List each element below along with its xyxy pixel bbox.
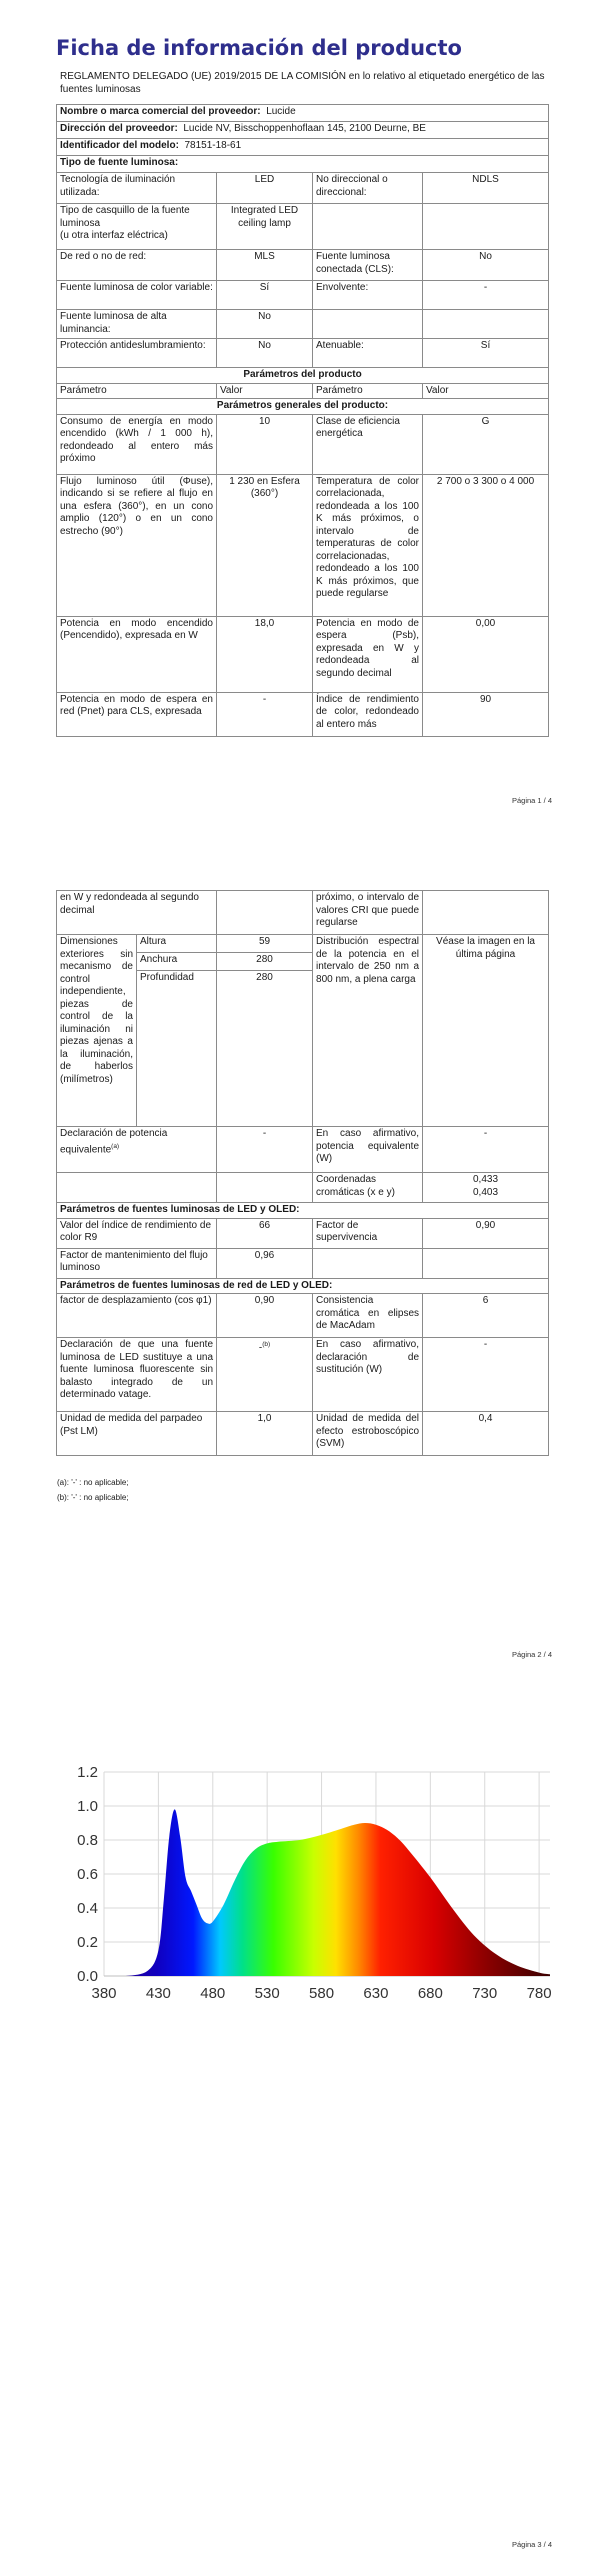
row-value: 10 <box>217 414 313 474</box>
row-label: Potencia en modo encendido (Pencendido), expresada en W <box>57 616 217 692</box>
dimensions-label: Dimensiones exteriores sin mecanismo de control independiente, piezas de control de la iluminación ni piezas ajenas a la iluminación, de haberlos (milímetros) <box>57 935 137 1127</box>
y-tick-label: 0.2 <box>77 1934 98 1951</box>
supplier-row <box>57 105 549 122</box>
x-tick-label: 580 <box>309 1985 335 2002</box>
column-header: Parámetro <box>313 383 423 399</box>
footnote-b: (b): '-' : no aplicable; <box>57 1493 129 1502</box>
table-row <box>57 1218 549 1248</box>
led-params-header: Parámetros de fuentes luminosas de LED y OLED: <box>57 1203 549 1219</box>
row-label: Coordenadas cromáticas (x e y) <box>313 1173 423 1203</box>
y-tick-label: 1.2 <box>77 1764 98 1781</box>
row-label: Temperatura de color correlacionada, redondeada a los 100 K más próximos, o intervalo de temperaturas de color correlacionadas, redondeado a los 100 K más próximos, que puede regularse <box>313 474 423 616</box>
y-tick-label: 0.0 <box>77 1968 98 1985</box>
y-tick-label: 0.6 <box>77 1866 98 1883</box>
row-label: Factor de supervivencia <box>313 1218 423 1248</box>
x-tick-label: 730 <box>472 1985 498 2002</box>
equiv-label: Declaración de potencia equivalente <box>60 1128 168 1155</box>
table-row <box>57 1127 549 1173</box>
page-1 <box>0 0 604 820</box>
source-type-header: Tipo de fuente luminosa: <box>57 156 549 173</box>
fluor-footnote-mark: (b) <box>262 1341 271 1348</box>
row-label: Clase de eficiencia energética <box>313 414 423 474</box>
table-row <box>57 281 549 310</box>
row-label: próximo, o intervalo de valores CRI que puede regularse <box>313 891 423 935</box>
row-value: 1 230 en Esfera (360°) <box>217 474 313 616</box>
dimension-value: 280 <box>217 971 313 1127</box>
row-label: Flujo luminoso útil (Φuse), indicando si se refiere al flujo en una esfera (360°), en un cono amplio (120°) o en un cono estrecho (90°) <box>57 474 217 616</box>
column-header: Parámetro <box>57 383 217 399</box>
supplier-label: Nombre o marca comercial del proveedor: <box>60 106 261 117</box>
page-number: Página 3 / 4 <box>511 2540 552 2549</box>
row-value <box>217 891 313 935</box>
spectral-value: Véase la imagen en la última página <box>423 935 549 1127</box>
row-label: Índice de rendimiento de color, redondeado al entero más <box>313 692 423 736</box>
table-row <box>57 250 549 281</box>
page-title: Ficha de información del producto <box>56 36 462 60</box>
x-tick-label: 480 <box>200 1985 226 2002</box>
x-tick-label: 780 <box>526 1985 552 2002</box>
table-row <box>57 310 549 339</box>
row-label: Declaración de que una fuente luminosa de LED sustituye a una fuente luminosa fluorescente sin balasto integrado de un determinado vatage. <box>57 1338 217 1412</box>
row-value: 0,90 <box>423 1218 549 1248</box>
row-label: Unidad de medida del parpadeo (Pst LM) <box>57 1412 217 1456</box>
row-value: Sí <box>423 339 549 368</box>
table-row <box>57 1173 549 1203</box>
row-label: No direccional o direccional: <box>313 173 423 204</box>
address-label: Dirección del proveedor: <box>60 123 178 134</box>
y-tick-label: 0.8 <box>77 1832 98 1849</box>
row-value <box>423 204 549 250</box>
row-value: 0,433 0,403 <box>423 1173 549 1203</box>
row-label: Tecnología de iluminación utilizada: <box>57 173 217 204</box>
table-row <box>57 339 549 368</box>
general-params-header: Parámetros generales del producto: <box>57 399 549 415</box>
row-value <box>423 891 549 935</box>
column-header: Valor <box>423 383 549 399</box>
row-label: Fuente luminosa conectada (CLS): <box>313 250 423 281</box>
dimension-name: Profundidad <box>137 971 217 1127</box>
table-row <box>57 414 549 474</box>
row-label: Atenuable: <box>313 339 423 368</box>
x-tick-label: 630 <box>363 1985 389 2002</box>
table-row <box>57 692 549 736</box>
page-number: Página 2 / 4 <box>511 1650 552 1659</box>
x-tick-label: 430 <box>145 1985 171 2002</box>
row-value: No <box>423 250 549 281</box>
row-label: Tipo de casquillo de la fuente luminosa (u otra interfaz eléctrica) <box>57 204 217 250</box>
table-row <box>57 204 549 250</box>
footnotes <box>57 1475 129 1505</box>
row-label: Potencia en modo de espera (Psb), expresada en W y redondeada al segundo decimal <box>313 616 423 692</box>
row-value: Integrated LED ceiling lamp <box>217 204 313 250</box>
row-value: - <box>423 1338 549 1412</box>
row-value: MLS <box>217 250 313 281</box>
row-label: Consumo de energía en modo encendido (kWh / 1 000 h), redondeado al entero más próximo <box>57 414 217 474</box>
equiv-footnote-mark: (a) <box>111 1142 120 1150</box>
row-label <box>57 1127 217 1173</box>
table-row <box>57 891 549 935</box>
spectral-label: Distribución espectral de la potencia en el intervalo de 250 nm a 800 nm, a plena carga <box>313 935 423 1127</box>
table-row <box>57 173 549 204</box>
row-label: Valor del índice de rendimiento de color R9 <box>57 1218 217 1248</box>
row-value: No <box>217 310 313 339</box>
row-value: - <box>217 692 313 736</box>
row-value: No <box>217 339 313 368</box>
row-label: En caso afirmativo, declaración de sustitución (W) <box>313 1338 423 1412</box>
row-label: Fuente luminosa de color variable: <box>57 281 217 310</box>
spectral-chart <box>50 1760 560 2020</box>
product-info-table <box>56 104 549 737</box>
x-tick-label: 530 <box>254 1985 280 2002</box>
row-value: 2 700 o 3 300 o 4 000 <box>423 474 549 616</box>
row-value: 0,00 <box>423 616 549 692</box>
x-tick-label: 680 <box>417 1985 443 2002</box>
row-label: Envolvente: <box>313 281 423 310</box>
params-header: Parámetros del producto <box>57 368 549 384</box>
table-row <box>57 1412 549 1456</box>
row-value: - <box>423 281 549 310</box>
model-value: 78151-18-61 <box>184 140 242 151</box>
dimension-name: Anchura <box>137 953 217 971</box>
row-label: Fuente luminosa de alta luminancia: <box>57 310 217 339</box>
row-label: En caso afirmativo, potencia equivalente (W) <box>313 1127 423 1173</box>
row-value: 66 <box>217 1218 313 1248</box>
row-value: 0,96 <box>217 1248 313 1278</box>
row-value: 0,4 <box>423 1412 549 1456</box>
row-value: - <box>217 1127 313 1173</box>
row-value: NDLS <box>423 173 549 204</box>
column-header-row <box>57 383 549 399</box>
row-value: 6 <box>423 1294 549 1338</box>
page-2 <box>0 890 604 1670</box>
row-value: 90 <box>423 692 549 736</box>
table-row <box>57 1294 549 1338</box>
y-tick-label: 0.4 <box>77 1900 98 1917</box>
dimension-value: 59 <box>217 935 313 953</box>
fluor-value: - <box>258 1342 263 1354</box>
row-value: Sí <box>217 281 313 310</box>
footnote-a: (a): '-' : no aplicable; <box>57 1478 129 1487</box>
row-label: Unidad de medida del efecto estroboscópico (SVM) <box>313 1412 423 1456</box>
row-value: 1,0 <box>217 1412 313 1456</box>
table-row <box>57 474 549 616</box>
row-value: 18,0 <box>217 616 313 692</box>
row-label: Protección antideslumbramiento: <box>57 339 217 368</box>
row-label <box>313 310 423 339</box>
row-value: G <box>423 414 549 474</box>
row-value: 0,90 <box>217 1294 313 1338</box>
table-row <box>57 616 549 692</box>
row-label <box>313 204 423 250</box>
table-row <box>57 935 549 953</box>
row-label: factor de desplazamiento (cos φ1) <box>57 1294 217 1338</box>
row-label: Consistencia cromática en elipses de MacAdam <box>313 1294 423 1338</box>
row-label: De red o no de red: <box>57 250 217 281</box>
supplier-value: Lucide <box>266 106 296 117</box>
table-row <box>57 1338 549 1412</box>
row-label: en W y redondeada al segundo decimal <box>57 891 217 935</box>
x-tick-label: 380 <box>91 1985 117 2002</box>
row-value <box>217 1338 313 1412</box>
row-value <box>423 310 549 339</box>
row-label: Potencia en modo de espera en red (Pnet) para CLS, expresada <box>57 692 217 736</box>
spectrum-area <box>104 1809 550 1976</box>
model-label: Identificador del modelo: <box>60 140 179 151</box>
row-label: Factor de mantenimiento del flujo luminoso <box>57 1248 217 1278</box>
regulation-text: REGLAMENTO DELEGADO (UE) 2019/2015 DE LA COMISIÓN en lo relativo al etiquetado energético de las fuentes luminosas <box>60 71 545 95</box>
column-header: Valor <box>217 383 313 399</box>
product-info-table-continued <box>56 890 549 1456</box>
address-row <box>57 122 549 139</box>
dimension-value: 280 <box>217 953 313 971</box>
row-value: - <box>423 1127 549 1173</box>
y-tick-label: 1.0 <box>77 1798 98 1815</box>
dimension-name: Altura <box>137 935 217 953</box>
spectral-chart-svg <box>50 1760 560 2020</box>
mains-params-header: Parámetros de fuentes luminosas de red de LED y OLED: <box>57 1278 549 1294</box>
page-number: Página 1 / 4 <box>511 796 552 805</box>
page-3 <box>0 1720 604 2560</box>
address-value: Lucide NV, Bisschoppenhoflaan 145, 2100 Deurne, BE <box>183 123 426 134</box>
table-row <box>57 1248 549 1278</box>
model-row <box>57 139 549 156</box>
row-value: LED <box>217 173 313 204</box>
